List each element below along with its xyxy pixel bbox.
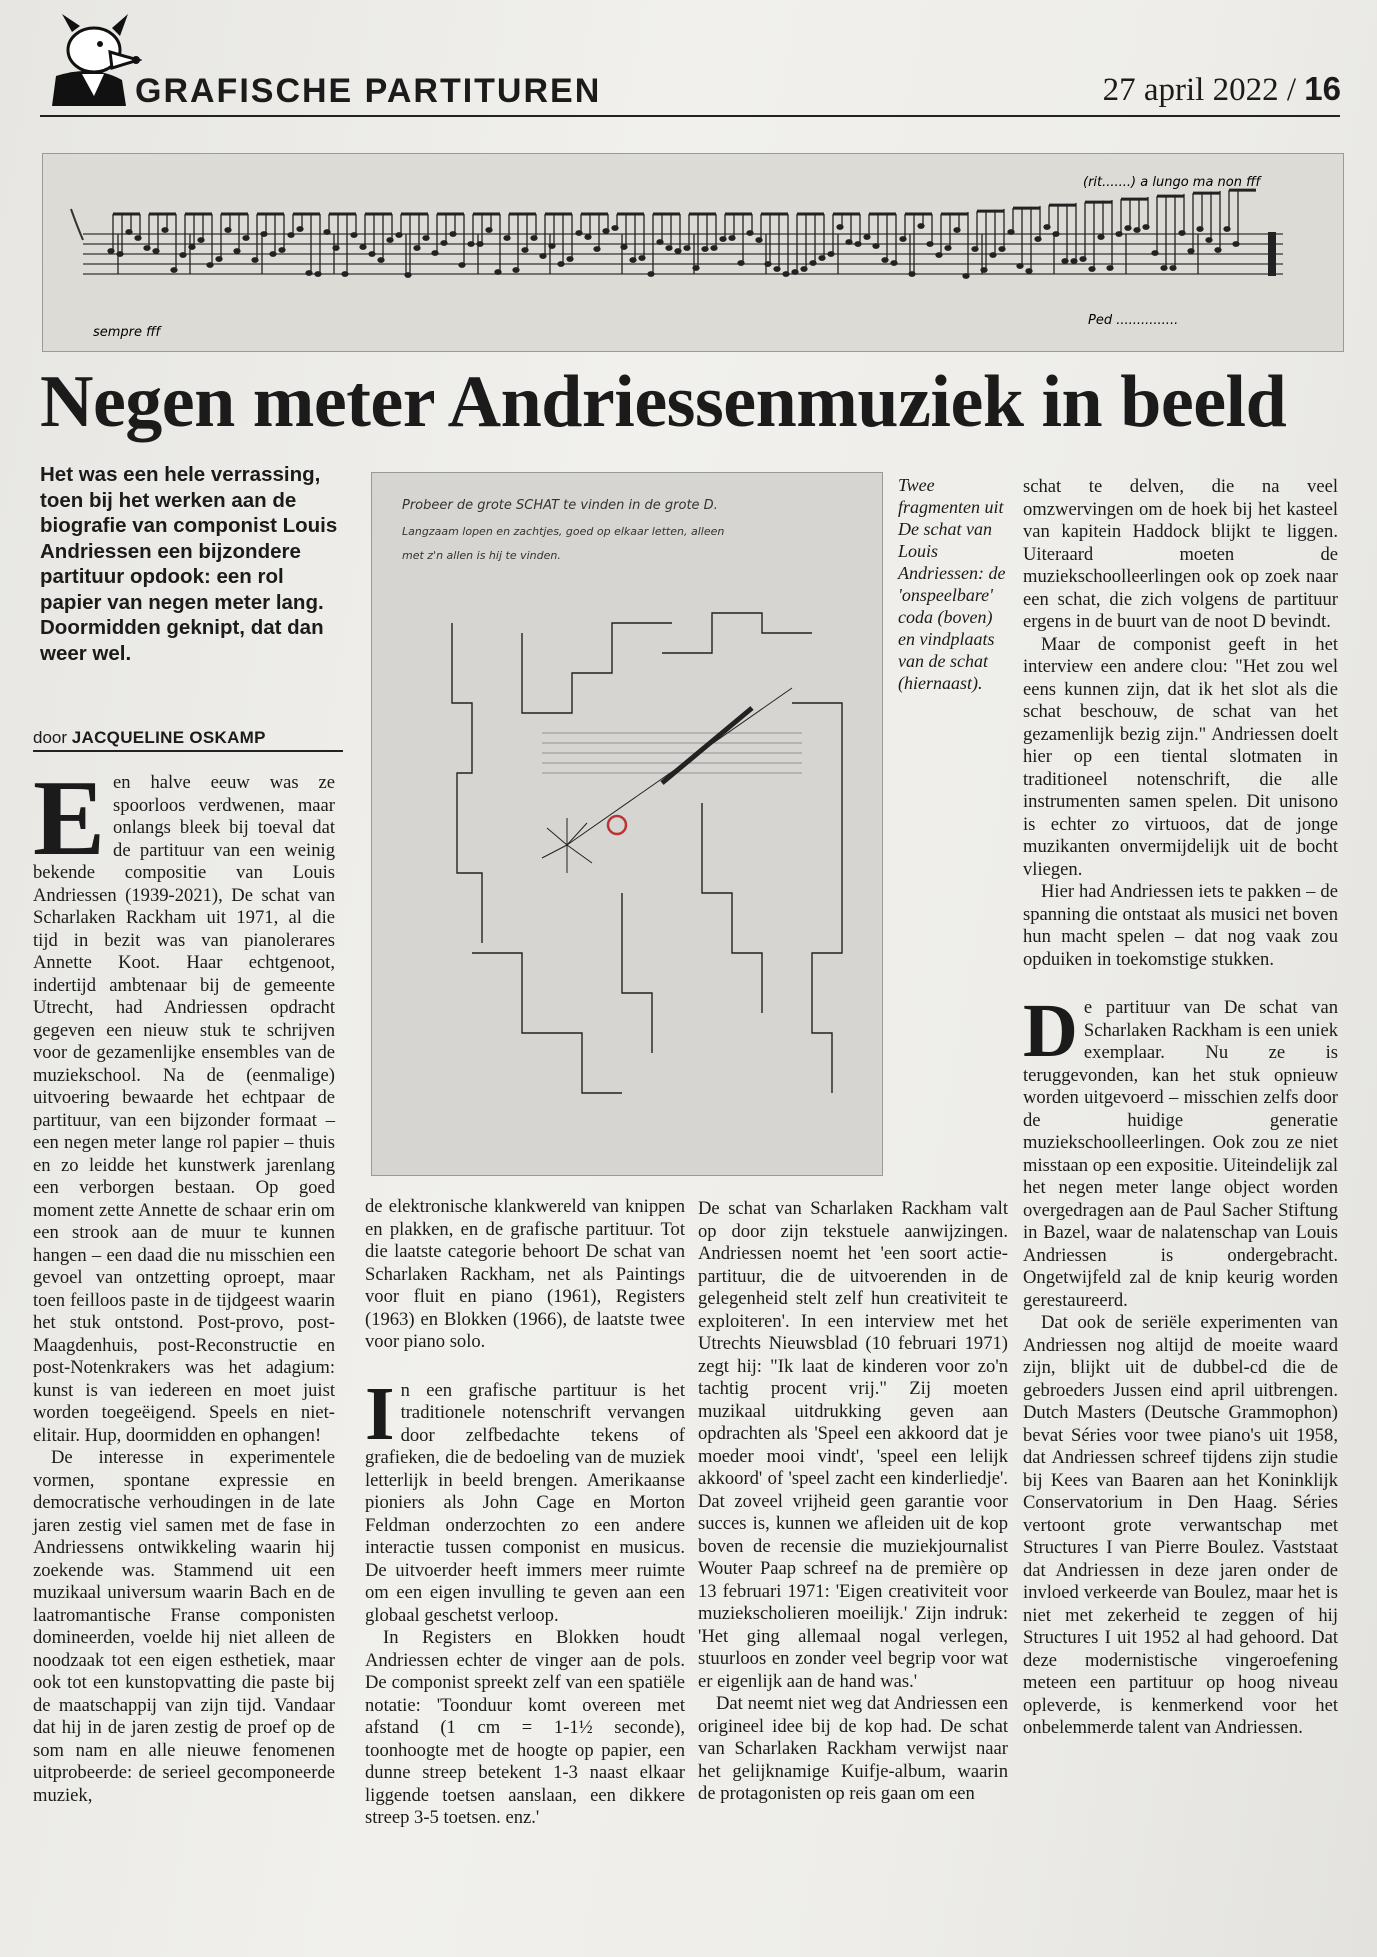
mascot-logo — [42, 10, 142, 106]
paragraph: In Registers en Blokken houdt Andriessen echter de vinger aan de pols. De componist spreekt zelf van een spatiële notatie: 'Toonduur komt overeen met afstand (1 cm = 1-1½ seconde), toonhoogte met de hoogte op papier, een dunne streep betekent 1-3 naast elkaar liggende toetsen aanslaan, een dikkere streep 3-5 toetsen. enz.' — [365, 1627, 685, 1828]
section-title: GRAFISCHE PARTITUREN — [135, 72, 602, 110]
article-column-4 — [1023, 476, 1338, 1740]
svg-text:(rit.......) a lungo ma no: (rit.......) a lungo ma non fff — [1083, 175, 1261, 190]
paragraph: Dat ook de seriële experimenten van Andriessen nog altijd de moeite waard zijn, blijkt uit de dubbel-cd die de gebroeders Jussen eind april uitbrengen. Dutch Masters (Deutsche Grammophon) bevat Séries voor twee piano's uit 1958, dat Andriessen schreef tijdens zijn studie bij Kees van Baaren aan het Koninklijk Conservatorium in Den Haag. Séries vertoont grote verwantschap met Structures I van Pierre Boulez. Vaststaat dat Andriessen in deze jaren onder de invloed verkeerde van Boulez, maar het is niet met zekerheid te zeggen of hij Structures I uit 1952 al had gehoord. Dat deze modernistische vingeroefening meteen een partituur op hoog niveau opleverde, is kenmerkend voor het onbelemmerde talent van Andriessen. — [1023, 1312, 1338, 1738]
page-number: 16 — [1304, 70, 1341, 107]
author: JACQUELINE OSKAMP — [71, 728, 266, 747]
paragraph: In een grafische partituur is het traditionele notenschrift vervangen door zelfbedachte tekens of grafieken, die de bedoeling van de muziek letterlijk in beeld brengen. Amerikaanse pioniers als John Cage en Morton Feldman onderzochten zo een andere interactie tussen componist en musicus. De uitvoerder heeft immers meer ruimte om een eigen invulling te geven aan een globaal geschetst verloop. — [365, 1371, 685, 1626]
score-staff — [43, 154, 1343, 351]
paragraph: schat te delven, die na veel omzwervingen om de hoek bij het kasteel van kapitein Haddock blijkt te liggen. Uiteraard moeten de muziekschoolleerlingen ook op zoek naar een schat, die zich volgens de partituur ergens in de buurt van de noot D bevindt. — [1023, 476, 1338, 632]
header-rule — [40, 115, 1340, 117]
score-image — [42, 153, 1344, 352]
svg-text:Ped ...............: Ped ............... — [1088, 313, 1179, 328]
article-column-1 — [33, 759, 335, 1807]
dropcap: E — [33, 759, 106, 878]
svg-text:Langzaam lopen en zachtjes, go: Langzaam lopen en zachtjes, goed op elkaar letten, alleen — [402, 525, 725, 538]
paragraph: De interesse in experimentele vormen, spontane expressie en democratische verhoudingen in de late jaren zestig viel samen met de fase in Andriessens ontwikkeling waarin hij zoekende was. Stammend uit een muzikaal universum waarin Bach en de laatromantische Franse componisten domineerden, voelde hij niet alleen de noodzaak tot een eigen esthetiek, maar ook tot een kunstopvatting die paste bij de maatschappij van zijn tijd. Vandaar dat hij in de jaren zestig de proef op de som nam en alle nieuwe fenomenen uitprobeerde: de serieel gecomponeerde muziek, — [33, 1447, 335, 1806]
article-column-3 — [698, 1198, 1008, 1806]
dropcap: I — [365, 1371, 395, 1456]
headline: Negen meter Andriessenmuziek in beeld — [40, 361, 1287, 443]
dropcap: D — [1023, 989, 1078, 1073]
svg-text:Probeer de grote SCHAT te vind: Probeer de grote SCHAT te vinden in de grote D. — [402, 498, 718, 513]
paragraph: De schat van Scharlaken Rackham valt op door zijn tekstuele aanwijzingen. Andriessen noemt het 'een soort actie-partituur, die de uitvoerenden in de gelegenheid stelt zelf hun creativiteit te exploiteren'. In een interview met het Utrechts Nieuwsblad (10 februari 1971) zegt hij: "Ik laat de kinderen voor zo'n tachtig procent vrij." Zij moeten muzikaal uitdrukking geven aan opdrachten als 'Speel een akkoord dat je moeder mooi vindt', 'speel een lelijk akkoord' of 'speel zacht een kinderliedje'. Dat zoveel vrijheid geen garantie voor succes is, kunnen we afleiden uit de kop boven de recensie die muziekjournalist Wouter Paap schreef na de première op 13 februari 1971: 'Eigen creativiteit voor muziekscholieren moeilijk.' Zijn indruk: 'Het ging allemaal nogal verlegen, stuurloos en zonder veel begrip voor wat er eigenlijk aan de hand was.' — [698, 1198, 1008, 1692]
issue-date: 27 april 2022 / 16 — [1102, 70, 1341, 108]
byline: door JACQUELINE OSKAMP — [33, 728, 343, 752]
paragraph: de elektronische klankwereld van knippen en plakken, en de grafische partituur. Tot die laatste categorie behoort De schat van Scharlaken Rackham, net als Paintings voor fluit en piano (1961), Registers (1963) en Blokken (1966), de laatste twee voor piano solo. — [365, 1196, 685, 1352]
svg-text:met z'n allen is hij te vinden: met z'n allen is hij te vinden. — [402, 549, 561, 562]
paragraph: Een halve eeuw was ze spoorloos verdwenen, maar onlangs bleek bij toeval dat de partituur van een weinig bekende compositie van Louis Andriessen (1939-2021), De schat van Scharlaken Rackham uit 1971, al die tijd in bezit was van pianolerares Annette Koot. Haar echtgenoot, indertijd ambtenaar bij de gemeente Utrecht, had Andriessen opdracht gegeven een nieuw stuk te schrijven voor de gezamenlijke ensembles van de muziekschool. Na de (eenmalige) uitvoering bewaarde het echtpaar de partituur, van een bijzonder formaat – een negen meter lange rol papier – thuis en zo leidde het kunstwerk jarenlang een verborgen bestaan. Op goed moment zette Annette de schaar erin om een strook aan de muur te kunnen hangen – een daad die nu misschien een gevoel van ontzetting oproept, maar toen feilloos paste in de tijdgeest waarin het stuk ontstond. Post-provo, post-Maagdenhuis, post-Reconstructie en post-Notenkrakers was het adagium: kunst is van iedereen en moet juist worden toegeëigend. Speels en niet-elitair. Hup, doormidden en ophangen! — [33, 759, 335, 1446]
paragraph: Maar de componist geeft in het interview een andere clou: "Het zou wel eens kunnen zijn, dat ik het slot als die schat beschouw, de schat van het gezamenlijk bezig zijn." Andriessen doelt hier op een tiental slotmaten in traditioneel notenschrift, die alle instrumenten samen spelen. Dit unisono is echter zo virtuoos, dat de jonge muzikanten onvermijdelijk uit de bocht vliegen. — [1023, 633, 1338, 880]
paragraph: Hier had Andriessen iets te pakken – de spanning die ontstaat als musici net boven hun macht spelen – dat nog vaak zou opduiken in toekomstige stukken. — [1023, 881, 1338, 970]
paragraph: Dat neemt niet weg dat Andriessen een origineel idee bij de kop had. De schat van Scharlaken Rackham verwijst naar het gelijknamige Kuifje-album, waarin de protagonisten op reis gaan om een — [698, 1693, 1008, 1804]
svg-text:sempre fff: sempre fff — [93, 325, 161, 340]
article-column-2 — [365, 1196, 685, 1830]
treasure-map-photo — [371, 472, 883, 1176]
lede: Het was een hele verrassing, toen bij het werken aan de biografie van componist Louis Andriessen een bijzondere partituur opdook: een rol papier van negen meter lang. Doormidden geknipt, dat dan weer wel. — [40, 463, 338, 665]
photo-caption: Twee fragmenten uit De schat van Louis Andriessen: de 'onspeelbare' coda (boven) en vindplaats van de schat (hiernaast). — [898, 475, 1006, 693]
paragraph: De partituur van De schat van Scharlaken Rackham is een uniek exemplaar. Nu ze is teruggevonden, kan het stuk opnieuw worden uitgevoerd – misschien zelfs door de huidige generatie muziekschoolleerlingen. Ook zou ze niet misstaan op een expositie. Uiteindelijk zal het negen meter lange object worden overgedragen aan de Paul Sacher Stiftung in Bazel, waar de nalatenschap van Louis Andriessen is ondergebracht. Ongetwijfeld zal de knip keurig worden gerestaureerd. — [1023, 989, 1338, 1311]
